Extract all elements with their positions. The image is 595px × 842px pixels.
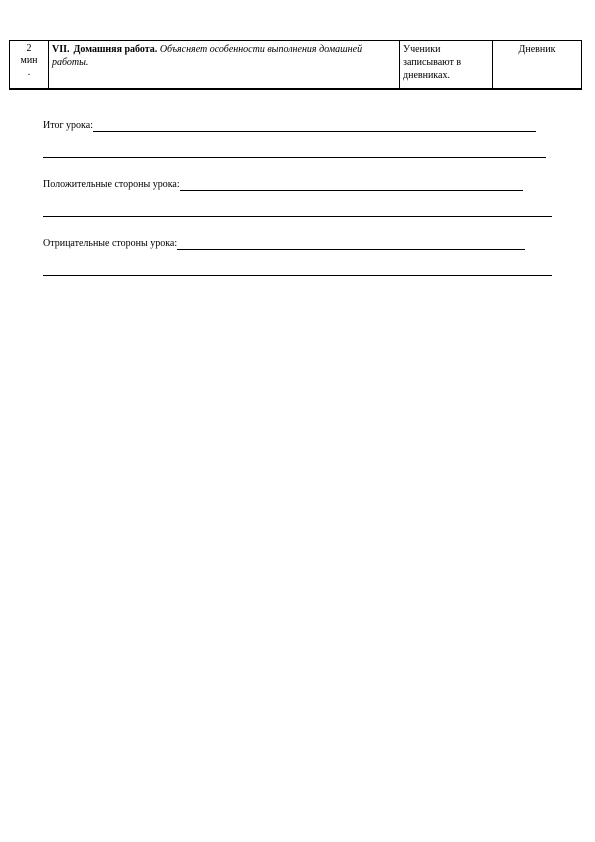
resources-text: Дневник [518, 44, 556, 55]
time-value: 2 [26, 43, 32, 54]
stage-description: Объясняет особенности выполнения домашней работы. [52, 44, 363, 68]
students-activity-text: Ученики записывают в дневниках. [403, 44, 462, 81]
positive-sides-line [180, 178, 523, 191]
lesson-result-extra-line [43, 145, 546, 158]
stage-number: VII. [52, 44, 70, 55]
positive-sides-row [43, 175, 555, 191]
lesson-result-line [93, 119, 536, 132]
time-unit: мин [20, 55, 38, 66]
positive-sides-extra-line [43, 204, 552, 217]
negative-sides-extra-line [43, 263, 552, 276]
time-cell [10, 41, 49, 90]
table-row [10, 41, 582, 90]
time-dot: . [27, 67, 31, 78]
stage-title: Домашняя работа. [73, 44, 158, 55]
negative-sides-line [177, 237, 525, 250]
resources-cell [493, 41, 582, 90]
students-activity-cell [400, 41, 493, 90]
lesson-plan-table [9, 40, 582, 90]
positive-sides-label: Положительные стороны урока: [43, 179, 180, 190]
negative-sides-label: Отрицательные стороны урока: [43, 238, 178, 249]
lesson-result-label: Итог урока: [43, 120, 93, 131]
lesson-notes [43, 116, 555, 276]
stage-cell [49, 41, 400, 90]
negative-sides-row [43, 234, 555, 250]
lesson-result-row [43, 116, 555, 132]
